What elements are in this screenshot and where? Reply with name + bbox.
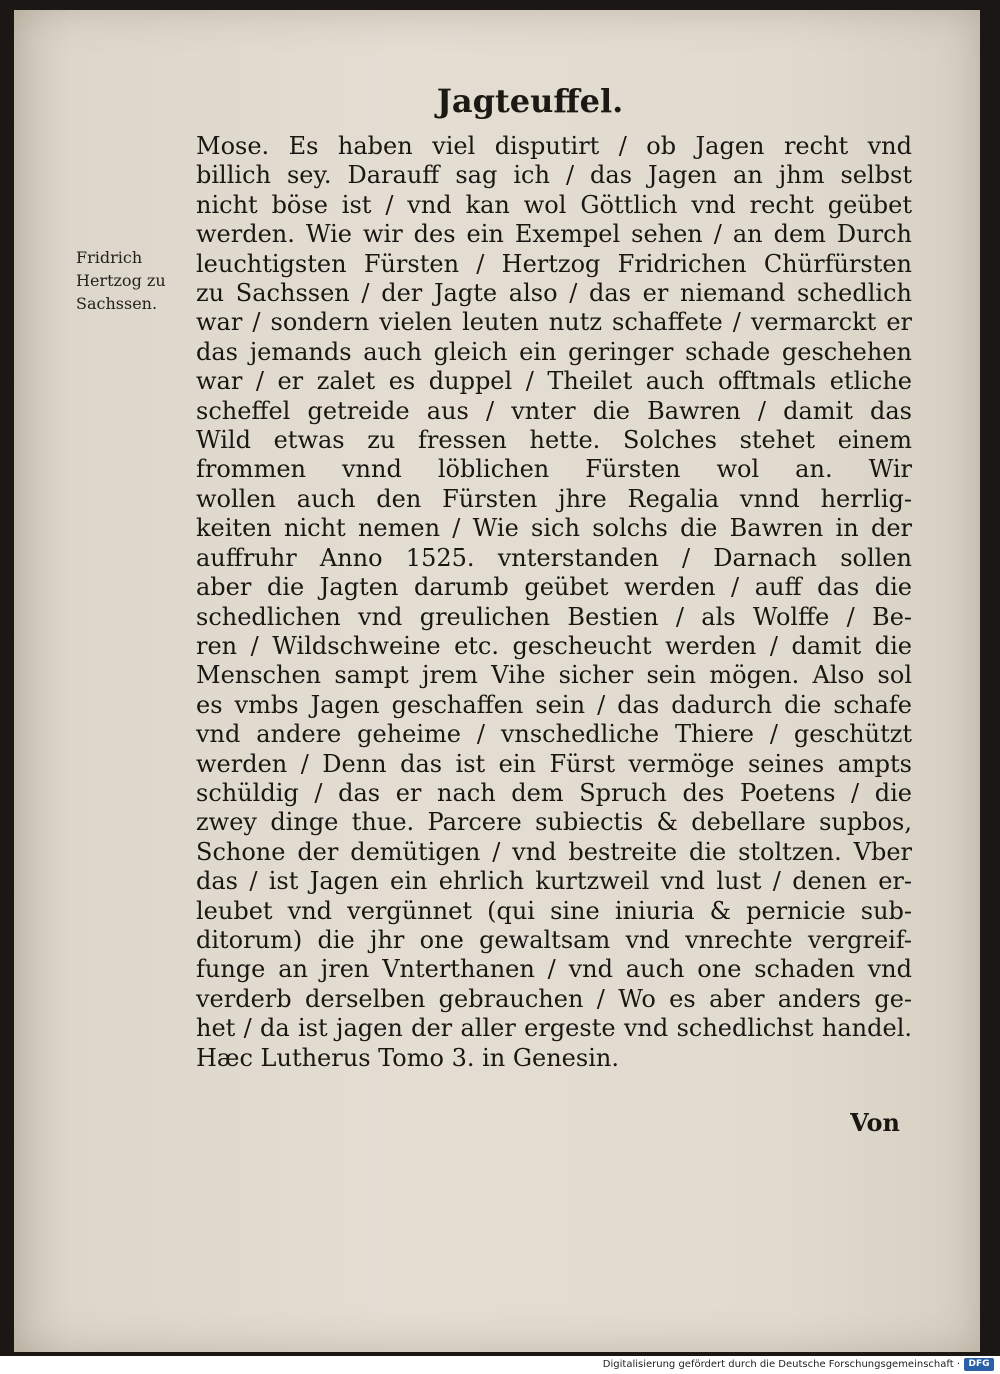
text-line: Menschen sampt jrem Vihe sicher sein mögen. Also sol bbox=[196, 661, 912, 690]
margin-note-line: Sachssen. bbox=[76, 294, 158, 313]
text-line: auffruhr Anno 1525. vnterstanden / Darnach sollen bbox=[196, 543, 912, 572]
text-line: frommen vnnd löblichen Fürsten wol an. Wir bbox=[196, 455, 912, 484]
dfg-logo: DFG bbox=[964, 1358, 994, 1371]
body-text bbox=[196, 132, 912, 1073]
text-line: Mose. Es haben viel disputirt / ob Jagen recht vnd bbox=[196, 132, 912, 160]
text-line: war / sondern vielen leuten nutz schaffete / vermarckt er bbox=[196, 308, 912, 337]
text-line-final: Hæc Lutherus Tomo 3. in Genesin. bbox=[196, 1043, 619, 1072]
margin-note-line: Hertzog zu bbox=[76, 271, 166, 290]
text-line: schedlichen vnd greulichen Bestien / als Wolffe / Be- bbox=[196, 602, 912, 631]
text-line: das jemands auch gleich ein geringer schade geschehen bbox=[196, 337, 912, 366]
text-line: zu Sachssen / der Jagte also / das er niemand schedlich bbox=[196, 279, 912, 308]
text-line: war / er zalet es duppel / Theilet auch offtmals etliche bbox=[196, 367, 912, 396]
text-line: werden / Denn das ist ein Fürst vermöge seines ampts bbox=[196, 749, 912, 778]
running-head: Jagteuffel. bbox=[436, 82, 624, 120]
text-line: het / da ist jagen der aller ergeste vnd schedlichst handel. bbox=[196, 1014, 912, 1043]
text-line: aber die Jagten darumb geübet werden / auff das die bbox=[196, 573, 912, 602]
text-line: billich sey. Darauff sag ich / das Jagen an jhm selbst bbox=[196, 161, 912, 190]
text-line: funge an jren Vnterthanen / vnd auch one schaden vnd bbox=[196, 955, 912, 984]
text-line: keiten nicht nemen / Wie sich solchs die Bawren in der bbox=[196, 514, 912, 543]
text-line: vnd andere geheime / vnschedliche Thiere / geschützt bbox=[196, 720, 912, 749]
text-line: zwey dinge thue. Parcere subiectis & debellare supbos, bbox=[196, 808, 912, 837]
text-line: schüldig / das er nach dem Spruch des Poetens / die bbox=[196, 778, 912, 807]
margin-note bbox=[76, 246, 194, 315]
text-line: das / ist Jagen ein ehrlich kurtzweil vnd lust / denen er- bbox=[196, 867, 912, 896]
text-line: leuchtigsten Fürsten / Hertzog Fridrichen Chürfürsten bbox=[196, 249, 912, 278]
text-line: ren / Wildschweine etc. gescheucht werden / damit die bbox=[196, 631, 912, 660]
text-line: werden. Wie wir des ein Exempel sehen / an dem Durch bbox=[196, 220, 912, 249]
text-line: Schone der demütigen / vnd bestreite die stoltzen. Vber bbox=[196, 837, 912, 866]
catchword: Von bbox=[850, 1108, 900, 1137]
text-line: leubet vnd vergünnet (qui sine iniuria & pernicie sub- bbox=[196, 896, 912, 925]
text-line: es vmbs Jagen geschaffen sein / das dadurch die schafe bbox=[196, 690, 912, 719]
text-line: verderb derselben gebrauchen / Wo es aber anders ge- bbox=[196, 984, 912, 1013]
text-line: scheffel getreide aus / vnter die Bawren / damit das bbox=[196, 396, 912, 425]
text-line: ditorum) die jhr one gewaltsam vnd vnrechte vergreif- bbox=[196, 925, 912, 954]
digitization-credit: Digitalisierung gefördert durch die Deutsche Forschungsgemeinschaft · bbox=[602, 1359, 960, 1370]
text-line: Wild etwas zu fressen hette. Solches stehet einem bbox=[196, 426, 912, 455]
text-line: nicht böse ist / vnd kan wol Göttlich vnd recht geübet bbox=[196, 190, 912, 219]
text-line: wollen auch den Fürsten jhre Regalia vnnd herrlig- bbox=[196, 484, 912, 513]
margin-note-line: Fridrich bbox=[76, 248, 143, 267]
